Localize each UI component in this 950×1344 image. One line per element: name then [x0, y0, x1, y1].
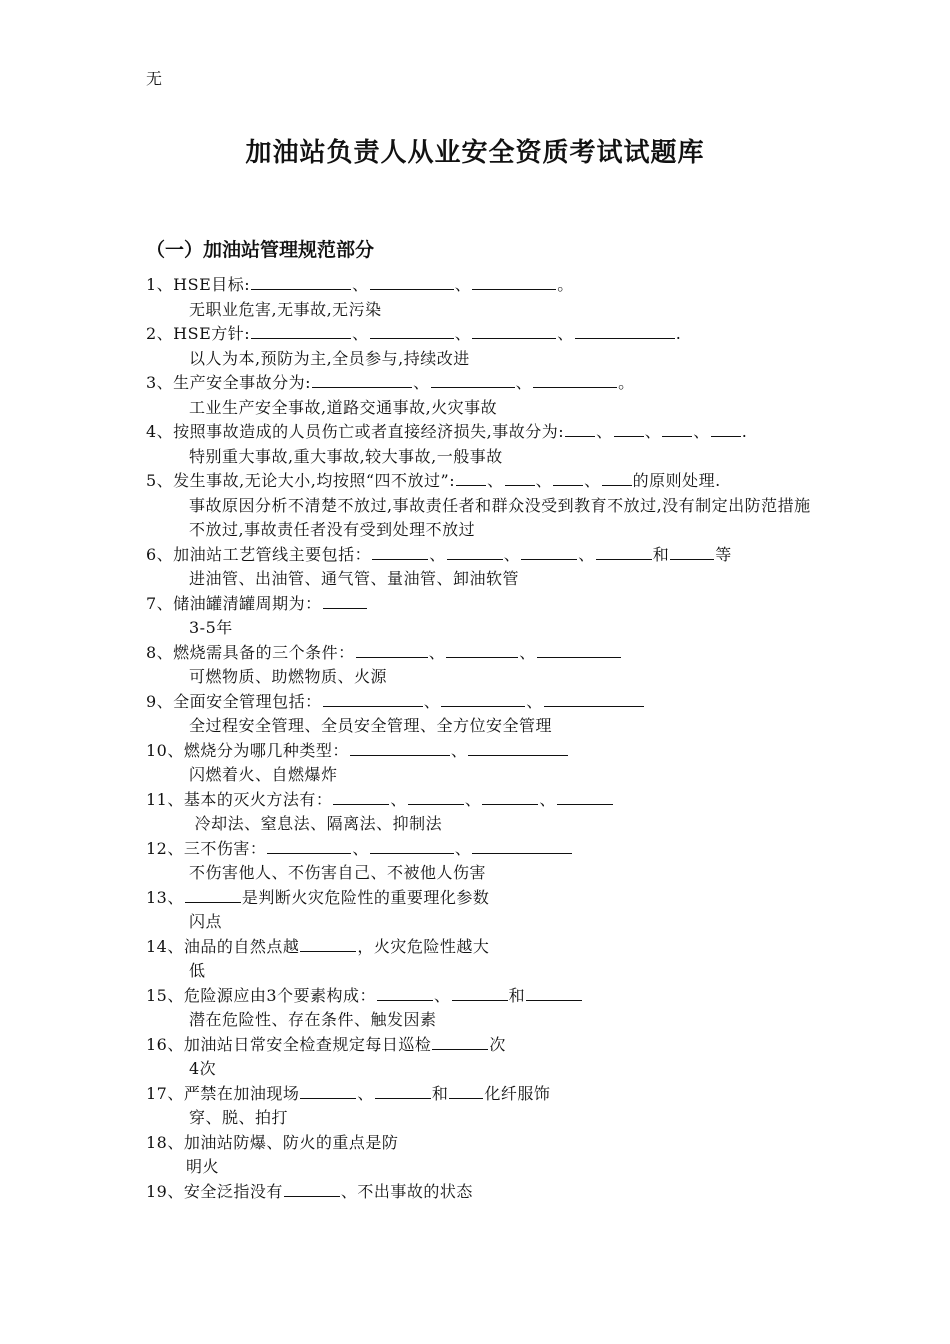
question-item [146, 322, 826, 371]
answer-text: 闪点 [189, 912, 223, 931]
question-text: 6、加油站工艺管线主要包括： 、 、 、 和 等 [146, 544, 732, 564]
answer-blank[interactable] [300, 1082, 356, 1099]
answer-blank[interactable] [602, 469, 632, 486]
answer-blank[interactable] [185, 886, 241, 903]
question-text: 11、基本的灭火方法有： 、 、 、 [146, 788, 826, 813]
answer-text: 可燃物质、助燃物质、火源 [189, 667, 388, 686]
answer-blank[interactable] [370, 273, 454, 290]
answer-blank[interactable] [431, 371, 515, 388]
answer-blank[interactable] [333, 788, 389, 805]
answer-text: 工业生产安全事故,道路交通事故,火灾事故 [189, 397, 498, 417]
document-title: 加油站负责人从业安全资质考试试题库 [245, 138, 705, 168]
answer-blank[interactable] [565, 420, 595, 437]
question-text: 5、发生事故,无论大小,均按照“四不放过”: 、 、 、 的原则处理. [146, 471, 721, 490]
question-text: 4、按照事故造成的人员伤亡或者直接经济损失,事故分为: 、 、 、 . [146, 422, 748, 441]
answer-blank[interactable] [251, 273, 351, 290]
answer-blank[interactable] [526, 984, 582, 1001]
answer-blank[interactable] [533, 371, 617, 388]
answer-text: 全过程安全管理、全员安全管理、全方位安全管理 [189, 716, 553, 735]
answer-text: 特别重大事故,重大事故,较大事故,一般事故 [189, 446, 503, 466]
answer-blank[interactable] [356, 641, 428, 658]
answer-blank[interactable] [449, 1082, 483, 1099]
question-text: 16、加油站日常安全检查规定每日巡检 次 [146, 1034, 506, 1054]
answer-blank[interactable] [596, 543, 652, 560]
answer-blank[interactable] [670, 543, 714, 560]
answer-blank[interactable] [505, 469, 535, 486]
answer-text: 4次 [189, 1059, 217, 1078]
question-item [146, 1082, 826, 1131]
answer-text: 以人为本,预防为主,全员参与,持续改进 [189, 348, 470, 368]
answer-text: 进油管、出油管、通气管、量油管、卸油软管 [189, 569, 520, 588]
answer-blank[interactable] [441, 690, 525, 707]
question-text: 13、 是判断火灾危险性的重要理化参数 [146, 887, 490, 907]
question-item [146, 420, 826, 469]
answer-text: 无职业危害,无事故,无污染 [189, 299, 382, 319]
answer-blank[interactable] [662, 420, 692, 437]
answer-text: 不伤害他人、不伤害自己、不被他人伤害 [189, 863, 487, 882]
answer-blank[interactable] [432, 1033, 488, 1050]
answer-blank[interactable] [472, 837, 572, 854]
question-text: 3、生产安全事故分为: 、 、 。 [146, 373, 635, 392]
answer-blank[interactable] [472, 322, 556, 339]
answer-blank[interactable] [408, 788, 464, 805]
answer-blank[interactable] [614, 420, 644, 437]
answer-blank[interactable] [300, 935, 356, 952]
question-text: 17、严禁在加油现场 、 和 化纤服饰 [146, 1083, 551, 1103]
section-heading: （一）加油站管理规范部分 [146, 239, 375, 261]
answer-blank[interactable] [456, 469, 486, 486]
question-item [146, 592, 826, 641]
question-item [146, 273, 826, 322]
question-item [146, 984, 826, 1033]
question-item [146, 788, 826, 837]
question-item [146, 543, 826, 592]
answer-text: 事故原因分析不清楚不放过,事故责任者和群众没受到教育不放过,没有制定出防范措施不放过,事故责任者没有受到处理不放过 [189, 495, 811, 539]
answer-text: 明火 [186, 1157, 220, 1176]
answer-blank[interactable] [482, 788, 538, 805]
answer-blank[interactable] [575, 322, 675, 339]
question-item [146, 469, 826, 543]
question-text: 8、燃烧需具备的三个条件： 、 、 [146, 641, 826, 666]
answer-blank[interactable] [370, 322, 454, 339]
answer-text: 闪燃着火、自燃爆炸 [189, 765, 338, 784]
answer-blank[interactable] [370, 837, 454, 854]
answer-blank[interactable] [452, 984, 508, 1001]
question-item [146, 1033, 826, 1082]
answer-blank[interactable] [323, 592, 367, 609]
answer-blank[interactable] [553, 469, 583, 486]
answer-text: 穿、脱、拍打 [189, 1108, 289, 1127]
question-text: 14、油品的自然点越 ，火灾危险性越大 [146, 936, 490, 956]
answer-blank[interactable] [521, 543, 577, 560]
answer-blank[interactable] [472, 273, 556, 290]
answer-blank[interactable] [544, 690, 644, 707]
answer-blank[interactable] [375, 1082, 431, 1099]
answer-text: 3-5年 [189, 618, 233, 637]
answer-blank[interactable] [711, 420, 741, 437]
question-text: 2、HSE方针: 、 、 、 . [146, 324, 682, 343]
question-text: 10、燃烧分为哪几种类型： 、 [146, 739, 826, 764]
question-text: 12、三不伤害： 、 、 [146, 837, 826, 862]
question-item [146, 1131, 826, 1180]
answer-blank[interactable] [447, 543, 503, 560]
answer-text: 潜在危险性、存在条件、触发因素 [189, 1010, 437, 1029]
question-text: 18、加油站防爆、防火的重点是防 [146, 1132, 399, 1152]
question-item [146, 886, 826, 935]
answer-blank[interactable] [323, 690, 423, 707]
answer-blank[interactable] [350, 739, 450, 756]
question-item [146, 739, 826, 788]
answer-blank[interactable] [267, 837, 351, 854]
question-text: 15、危险源应由3个要素构成： 、 和 [146, 984, 826, 1009]
answer-blank[interactable] [377, 984, 433, 1001]
answer-blank[interactable] [372, 543, 428, 560]
answer-text: 低 [189, 961, 206, 980]
question-item [146, 690, 826, 739]
answer-text: 冷却法、窒息法、隔离法、抑制法 [189, 814, 443, 833]
answer-blank[interactable] [468, 739, 568, 756]
question-text: 7、储油罐清罐周期为： [146, 592, 826, 617]
question-item [146, 641, 826, 690]
answer-blank[interactable] [312, 371, 412, 388]
question-item [146, 1180, 826, 1205]
answer-blank[interactable] [557, 788, 613, 805]
answer-blank[interactable] [446, 641, 518, 658]
question-text: 9、全面安全管理包括： 、 、 [146, 690, 826, 715]
question-text: 19、安全泛指没有 、不出事故的状态 [146, 1181, 473, 1201]
header-mark: 无 [146, 69, 163, 88]
question-list [146, 273, 826, 1204]
answer-blank[interactable] [251, 322, 351, 339]
question-item [146, 935, 826, 984]
question-item [146, 837, 826, 886]
answer-blank[interactable] [284, 1180, 340, 1197]
question-item [146, 371, 826, 420]
question-text: 1、HSE目标: 、 、 。 [146, 275, 574, 294]
answer-blank[interactable] [537, 641, 621, 658]
